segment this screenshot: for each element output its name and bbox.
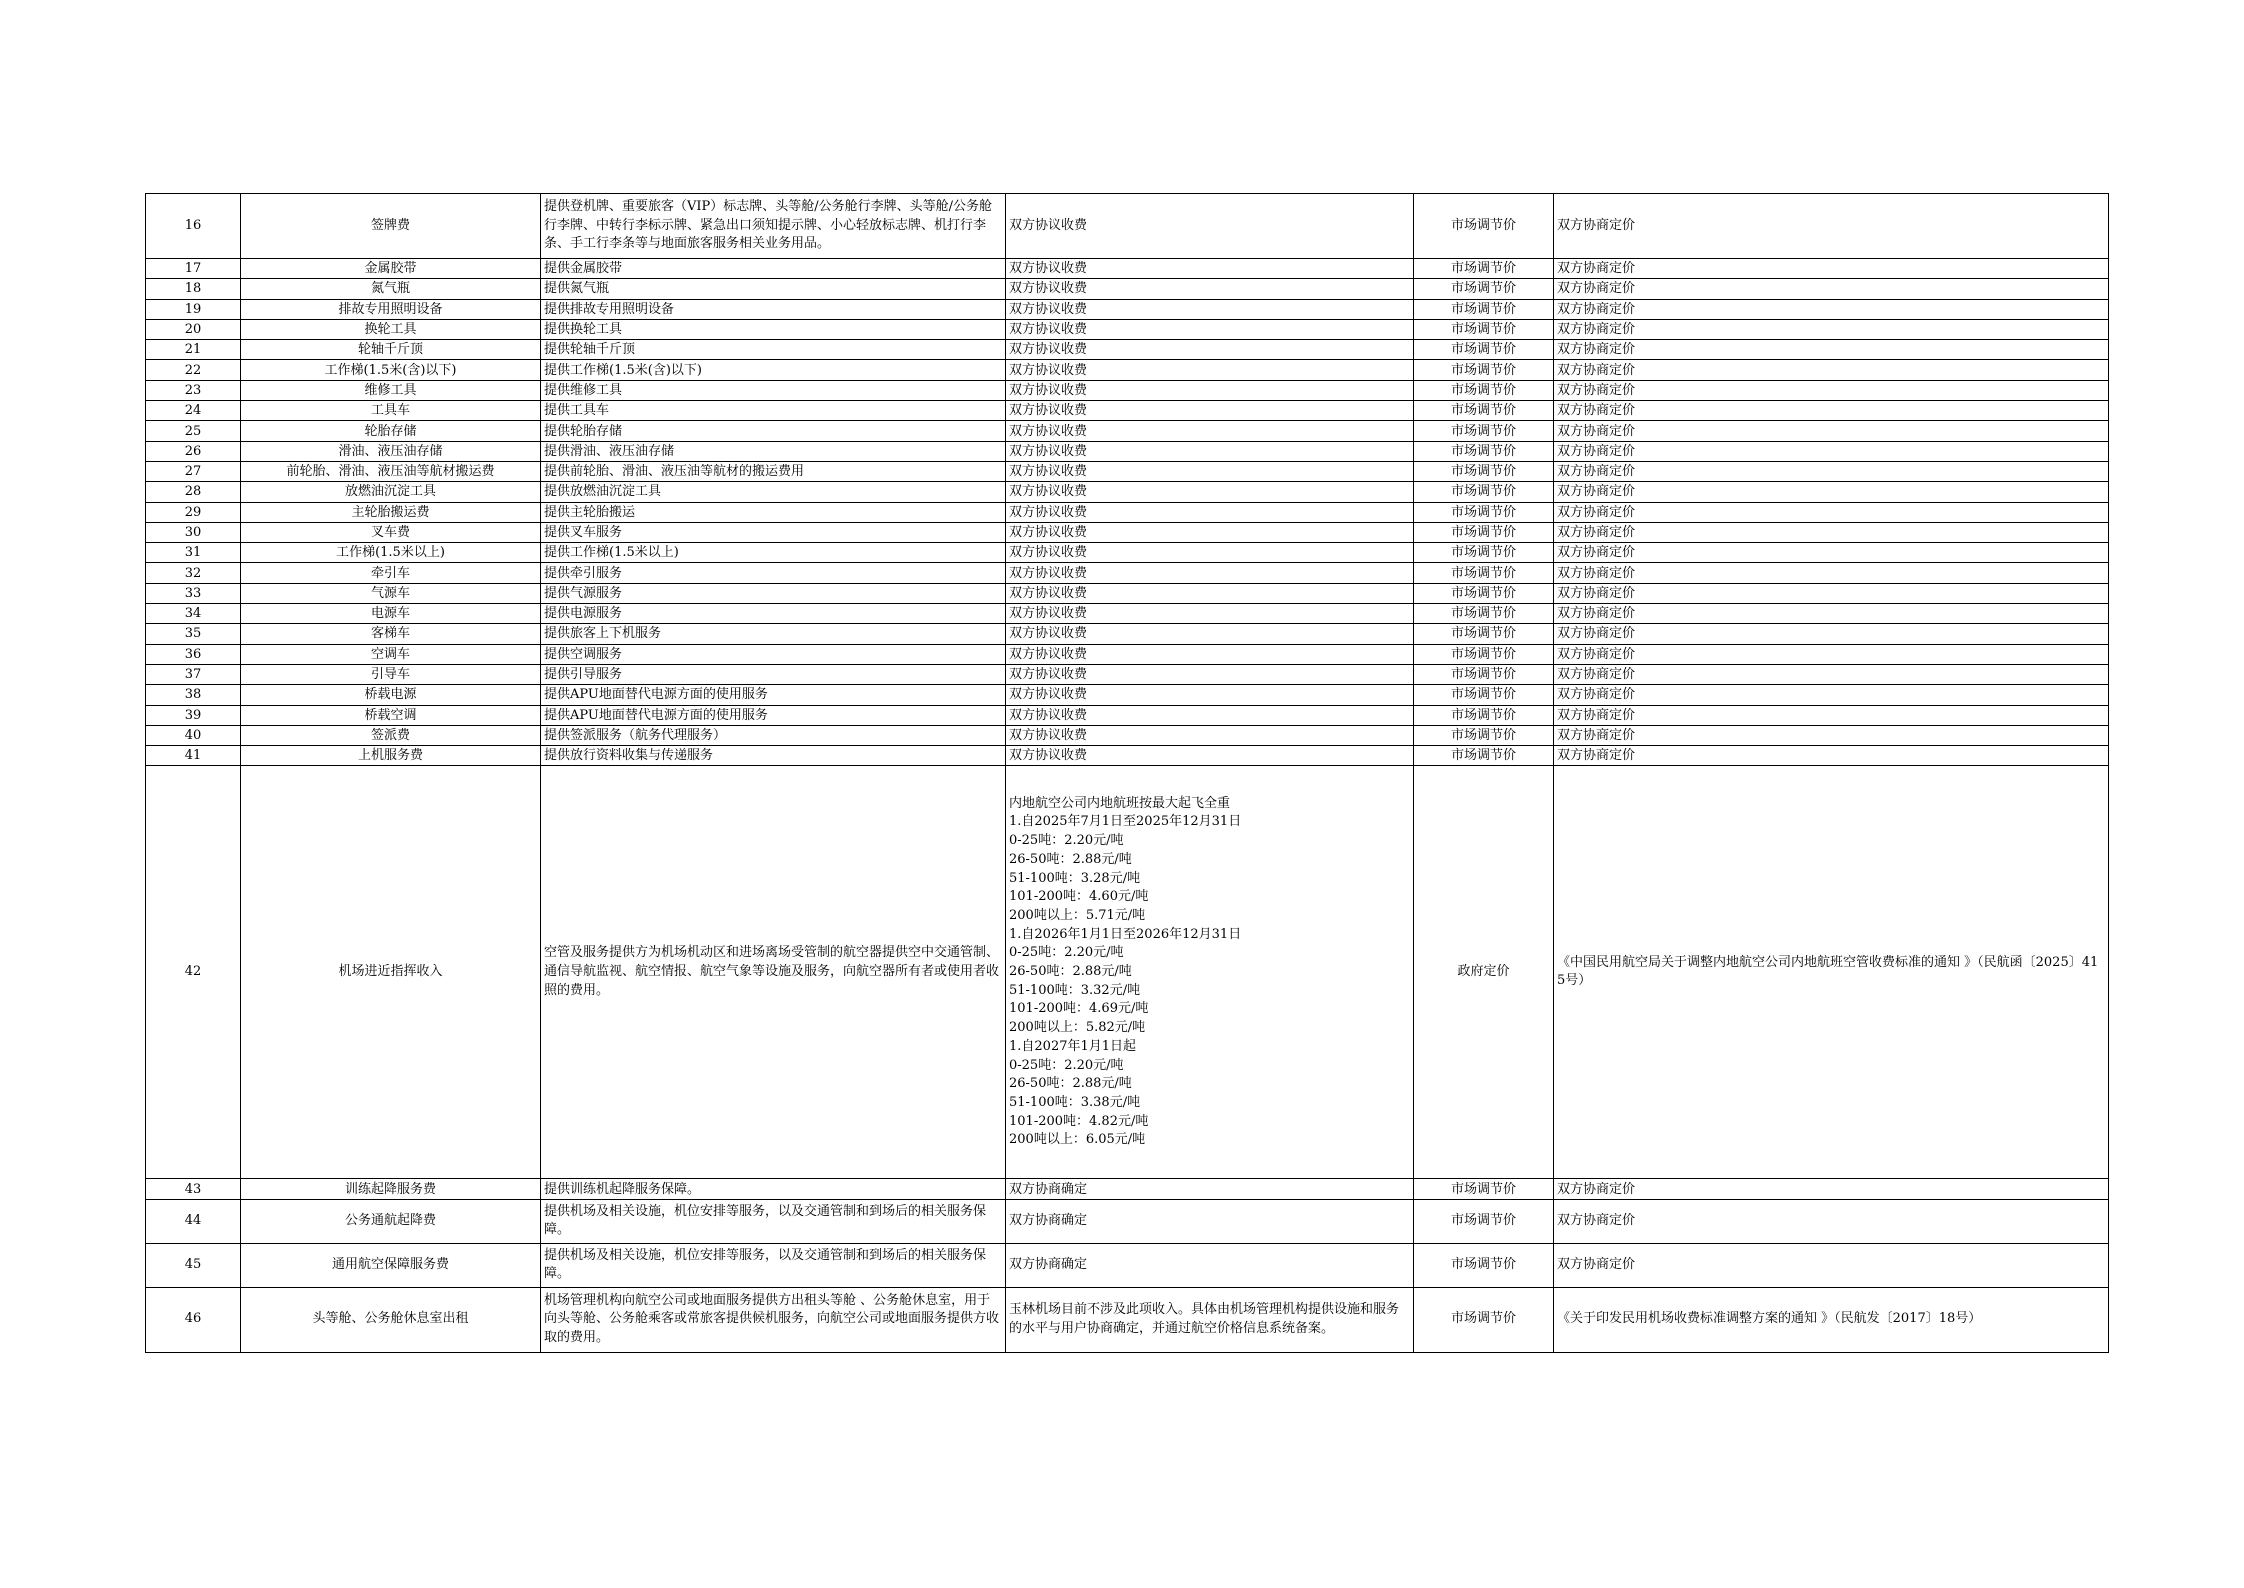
fee-standard-line: 200吨以上：5.82元/吨 <box>1009 1020 1146 1036</box>
service-description: 提供叉车服务 <box>541 522 1006 542</box>
fee-item-name: 工作梯(1.5米(含)以下) <box>241 360 541 380</box>
table-row <box>146 522 2109 542</box>
service-description: 提供主轮胎搬运 <box>541 502 1006 522</box>
pricing-basis: 双方协商定价 <box>1554 461 2109 481</box>
pricing-basis: 双方协商定价 <box>1554 644 2109 664</box>
fee-item-name: 前轮胎、滑油、液压油等航材搬运费 <box>241 461 541 481</box>
fee-standard: 双方协议收费 <box>1006 624 1414 644</box>
service-description: 提供电源服务 <box>541 604 1006 624</box>
fee-item-name: 排故专用照明设备 <box>241 299 541 319</box>
row-number: 27 <box>146 461 241 481</box>
fee-standard: 双方协议收费 <box>1006 502 1414 522</box>
service-description: 空管及服务提供方为机场机动区和进场离场受管制的航空器提供空中交通管制、通信导航监视、航空情报、航空气象等设施及服务，向航空器所有者或使用者收照的费用。 <box>541 766 1006 1179</box>
pricing-type: 市场调节价 <box>1414 522 1554 542</box>
fee-item-name: 主轮胎搬运费 <box>241 502 541 522</box>
table-row <box>146 664 2109 684</box>
fee-standard: 双方协议收费 <box>1006 644 1414 664</box>
pricing-type: 市场调节价 <box>1414 705 1554 725</box>
service-description: 提供机场及相关设施，机位安排等服务，以及交通管制和到场后的相关服务保障。 <box>541 1243 1006 1287</box>
fee-item-name: 客梯车 <box>241 624 541 644</box>
service-description: 提供空调服务 <box>541 644 1006 664</box>
pricing-type: 市场调节价 <box>1414 360 1554 380</box>
service-description: 提供滑油、液压油存储 <box>541 441 1006 461</box>
fee-standard-line: 200吨以上：5.71元/吨 <box>1009 907 1146 923</box>
fee-item-name: 空调车 <box>241 644 541 664</box>
fee-standard: 双方协议收费 <box>1006 401 1414 421</box>
service-description: 提供换轮工具 <box>541 319 1006 339</box>
fee-item-name: 放燃油沉淀工具 <box>241 482 541 502</box>
row-number: 42 <box>146 766 241 1179</box>
row-number: 22 <box>146 360 241 380</box>
row-number: 28 <box>146 482 241 502</box>
fee-item-name: 训练起降服务费 <box>241 1179 541 1199</box>
fee-standard: 双方协议收费 <box>1006 441 1414 461</box>
fee-item-name: 轮胎存储 <box>241 421 541 441</box>
pricing-basis: 双方协商定价 <box>1554 1243 2109 1287</box>
pricing-type: 市场调节价 <box>1414 685 1554 705</box>
row-number: 37 <box>146 664 241 684</box>
pricing-type: 市场调节价 <box>1414 1243 1554 1287</box>
table-row <box>146 340 2109 360</box>
table-body <box>146 194 2109 1353</box>
service-description: 提供轮轴千斤顶 <box>541 340 1006 360</box>
fee-item-name: 维修工具 <box>241 380 541 400</box>
fee-standard: 双方协议收费 <box>1006 583 1414 603</box>
service-description: 机场管理机构向航空公司或地面服务提供方出租头等舱 、公务舱休息室，用于向头等舱、公务舱乘客或常旅客提供候机服务，向航空公司或地面服务提供方收取的费用。 <box>541 1287 1006 1352</box>
row-number: 39 <box>146 705 241 725</box>
table-row <box>146 705 2109 725</box>
fee-standard: 双方协议收费 <box>1006 380 1414 400</box>
pricing-type: 市场调节价 <box>1414 543 1554 563</box>
pricing-type: 政府定价 <box>1414 766 1554 1179</box>
service-description: 提供氮气瓶 <box>541 279 1006 299</box>
pricing-basis: 双方协商定价 <box>1554 299 2109 319</box>
table-row <box>146 1199 2109 1243</box>
pricing-type: 市场调节价 <box>1414 319 1554 339</box>
row-number: 38 <box>146 685 241 705</box>
service-description: 提供工作梯(1.5米以上) <box>541 543 1006 563</box>
pricing-basis: 双方协商定价 <box>1554 664 2109 684</box>
row-number: 36 <box>146 644 241 664</box>
table-row <box>146 1287 2109 1352</box>
fee-item-name: 签牌费 <box>241 194 541 259</box>
fee-item-name: 工作梯(1.5米以上) <box>241 543 541 563</box>
table-row <box>146 604 2109 624</box>
row-number: 24 <box>146 401 241 421</box>
pricing-type: 市场调节价 <box>1414 1199 1554 1243</box>
row-number: 30 <box>146 522 241 542</box>
pricing-basis: 《关于印发民用机场收费标准调整方案的通知 》（民航发〔2017〕18号） <box>1554 1287 2109 1352</box>
pricing-type: 市场调节价 <box>1414 194 1554 259</box>
pricing-basis: 双方协商定价 <box>1554 725 2109 745</box>
table-row <box>146 360 2109 380</box>
table-row <box>146 259 2109 279</box>
fee-standard: 双方协议收费 <box>1006 461 1414 481</box>
fee-standard-line: 1.自2025年7月1日至2025年12月31日 <box>1009 814 1242 830</box>
fee-item-name: 公务通航起降费 <box>241 1199 541 1243</box>
fee-item-name: 气源车 <box>241 583 541 603</box>
pricing-type: 市场调节价 <box>1414 664 1554 684</box>
row-number: 25 <box>146 421 241 441</box>
pricing-type: 市场调节价 <box>1414 644 1554 664</box>
fee-standard-line: 26-50吨：2.88元/吨 <box>1009 964 1132 980</box>
pricing-basis: 双方协商定价 <box>1554 319 2109 339</box>
row-number: 34 <box>146 604 241 624</box>
fee-standard: 双方协议收费 <box>1006 194 1414 259</box>
service-description: 提供排故专用照明设备 <box>541 299 1006 319</box>
row-number: 44 <box>146 1199 241 1243</box>
service-description: 提供维修工具 <box>541 380 1006 400</box>
pricing-type: 市场调节价 <box>1414 725 1554 745</box>
fee-standard: 双方协商确定 <box>1006 1199 1414 1243</box>
pricing-basis: 双方协商定价 <box>1554 340 2109 360</box>
table-row <box>146 543 2109 563</box>
fee-standard: 双方协议收费 <box>1006 705 1414 725</box>
service-description: 提供工作梯(1.5米(含)以下) <box>541 360 1006 380</box>
pricing-type: 市场调节价 <box>1414 746 1554 766</box>
pricing-basis: 双方协商定价 <box>1554 502 2109 522</box>
fee-item-name: 金属胶带 <box>241 259 541 279</box>
fee-schedule-table <box>145 193 2109 1353</box>
fee-standard-line: 101-200吨：4.82元/吨 <box>1009 1113 1149 1129</box>
row-number: 45 <box>146 1243 241 1287</box>
table-row <box>146 380 2109 400</box>
pricing-basis: 双方协商定价 <box>1554 1199 2109 1243</box>
fee-standard-line: 1.自2026年1月1日至2026年12月31日 <box>1009 926 1242 942</box>
table-row <box>146 319 2109 339</box>
pricing-type: 市场调节价 <box>1414 1179 1554 1199</box>
fee-standard: 双方协议收费 <box>1006 421 1414 441</box>
row-number: 21 <box>146 340 241 360</box>
row-number: 46 <box>146 1287 241 1352</box>
pricing-type: 市场调节价 <box>1414 583 1554 603</box>
fee-standard <box>1006 766 1414 1179</box>
row-number: 20 <box>146 319 241 339</box>
row-number: 16 <box>146 194 241 259</box>
service-description: 提供签派服务（航务代理服务） <box>541 725 1006 745</box>
fee-item-name: 桥载电源 <box>241 685 541 705</box>
fee-item-name: 头等舱、公务舱休息室出租 <box>241 1287 541 1352</box>
fee-standard-line: 0-25吨：2.20元/吨 <box>1009 1057 1124 1073</box>
row-number: 41 <box>146 746 241 766</box>
table-row <box>146 299 2109 319</box>
pricing-type: 市场调节价 <box>1414 401 1554 421</box>
service-description: 提供旅客上下机服务 <box>541 624 1006 644</box>
fee-standard: 双方协议收费 <box>1006 340 1414 360</box>
table-row <box>146 725 2109 745</box>
service-description: 提供前轮胎、滑油、液压油等航材的搬运费用 <box>541 461 1006 481</box>
table-row <box>146 401 2109 421</box>
table-row <box>146 502 2109 522</box>
table-row <box>146 766 2109 1179</box>
service-description: 提供APU地面替代电源方面的使用服务 <box>541 705 1006 725</box>
pricing-basis: 双方协商定价 <box>1554 543 2109 563</box>
fee-item-name: 桥载空调 <box>241 705 541 725</box>
fee-standard-line: 101-200吨：4.69元/吨 <box>1009 1001 1149 1017</box>
table-row <box>146 461 2109 481</box>
row-number: 18 <box>146 279 241 299</box>
fee-item-name: 牵引车 <box>241 563 541 583</box>
table-row <box>146 746 2109 766</box>
fee-standard: 双方协议收费 <box>1006 685 1414 705</box>
table-row <box>146 644 2109 664</box>
fee-item-name: 滑油、液压油存储 <box>241 441 541 461</box>
row-number: 32 <box>146 563 241 583</box>
pricing-basis: 双方协商定价 <box>1554 583 2109 603</box>
pricing-type: 市场调节价 <box>1414 259 1554 279</box>
pricing-type: 市场调节价 <box>1414 461 1554 481</box>
table-row <box>146 421 2109 441</box>
pricing-basis: 双方协商定价 <box>1554 194 2109 259</box>
row-number: 19 <box>146 299 241 319</box>
fee-item-name: 引导车 <box>241 664 541 684</box>
pricing-basis: 双方协商定价 <box>1554 746 2109 766</box>
row-number: 43 <box>146 1179 241 1199</box>
fee-standard: 双方协议收费 <box>1006 543 1414 563</box>
pricing-basis: 双方协商定价 <box>1554 441 2109 461</box>
pricing-basis: 双方协商定价 <box>1554 360 2109 380</box>
row-number: 26 <box>146 441 241 461</box>
row-number: 29 <box>146 502 241 522</box>
fee-standard: 双方协议收费 <box>1006 522 1414 542</box>
pricing-type: 市场调节价 <box>1414 340 1554 360</box>
pricing-type: 市场调节价 <box>1414 441 1554 461</box>
fee-standard: 双方协议收费 <box>1006 482 1414 502</box>
service-description: 提供气源服务 <box>541 583 1006 603</box>
fee-standard-line: 内地航空公司内地航班按最大起飞全重 <box>1009 795 1231 811</box>
fee-standard: 双方协议收费 <box>1006 319 1414 339</box>
table-row <box>146 194 2109 259</box>
pricing-type: 市场调节价 <box>1414 380 1554 400</box>
service-description: 提供金属胶带 <box>541 259 1006 279</box>
fee-item-name: 通用航空保障服务费 <box>241 1243 541 1287</box>
service-description: 提供放燃油沉淀工具 <box>541 482 1006 502</box>
fee-standard: 双方协议收费 <box>1006 664 1414 684</box>
pricing-basis: 双方协商定价 <box>1554 380 2109 400</box>
pricing-basis: 双方协商定价 <box>1554 604 2109 624</box>
pricing-basis: 双方协商定价 <box>1554 279 2109 299</box>
fee-standard-line: 26-50吨：2.88元/吨 <box>1009 1076 1132 1092</box>
fee-standard: 双方协议收费 <box>1006 725 1414 745</box>
fee-item-name: 轮轴千斤顶 <box>241 340 541 360</box>
row-number: 40 <box>146 725 241 745</box>
fee-standard-line: 0-25吨：2.20元/吨 <box>1009 833 1124 849</box>
fee-standard: 双方协议收费 <box>1006 746 1414 766</box>
fee-standard: 双方协议收费 <box>1006 360 1414 380</box>
pricing-basis: 双方协商定价 <box>1554 482 2109 502</box>
row-number: 23 <box>146 380 241 400</box>
pricing-basis: 双方协商定价 <box>1554 1179 2109 1199</box>
table-row <box>146 441 2109 461</box>
table-row <box>146 482 2109 502</box>
fee-standard: 双方协议收费 <box>1006 259 1414 279</box>
service-description: 提供训练机起降服务保障。 <box>541 1179 1006 1199</box>
fee-standard: 双方协商确定 <box>1006 1243 1414 1287</box>
row-number: 35 <box>146 624 241 644</box>
fee-item-name: 电源车 <box>241 604 541 624</box>
pricing-type: 市场调节价 <box>1414 604 1554 624</box>
service-description: 提供机场及相关设施，机位安排等服务，以及交通管制和到场后的相关服务保障。 <box>541 1199 1006 1243</box>
pricing-type: 市场调节价 <box>1414 482 1554 502</box>
pricing-basis: 双方协商定价 <box>1554 522 2109 542</box>
pricing-type: 市场调节价 <box>1414 421 1554 441</box>
table-row <box>146 1243 2109 1287</box>
table-row <box>146 563 2109 583</box>
pricing-basis: 双方协商定价 <box>1554 259 2109 279</box>
service-description: 提供工具车 <box>541 401 1006 421</box>
service-description: 提供登机牌、重要旅客（VIP）标志牌、头等舱/公务舱行李牌、头等舱/公务舱行李牌、中转行李标示牌、紧急出口须知提示牌、小心轻放标志牌、机打行李条、手工行李条等与地面旅客服务相关业务用品。 <box>541 194 1006 259</box>
fee-standard: 双方协议收费 <box>1006 299 1414 319</box>
pricing-basis: 双方协商定价 <box>1554 624 2109 644</box>
row-number: 33 <box>146 583 241 603</box>
fee-item-name: 换轮工具 <box>241 319 541 339</box>
fee-standard: 双方协商确定 <box>1006 1179 1414 1199</box>
table-row <box>146 279 2109 299</box>
fee-item-name: 工具车 <box>241 401 541 421</box>
row-number: 17 <box>146 259 241 279</box>
pricing-basis: 双方协商定价 <box>1554 563 2109 583</box>
fee-standard-line: 26-50吨：2.88元/吨 <box>1009 851 1132 867</box>
pricing-type: 市场调节价 <box>1414 563 1554 583</box>
fee-standard: 双方协议收费 <box>1006 604 1414 624</box>
pricing-type: 市场调节价 <box>1414 279 1554 299</box>
pricing-basis: 双方协商定价 <box>1554 421 2109 441</box>
fee-standard: 玉林机场目前不涉及此项收入。具体由机场管理机构提供设施和服务的水平与用户协商确定，并通过航空价格信息系统备案。 <box>1006 1287 1414 1352</box>
fee-item-name: 上机服务费 <box>241 746 541 766</box>
pricing-type: 市场调节价 <box>1414 1287 1554 1352</box>
fee-standard-line: 51-100吨：3.38元/吨 <box>1009 1094 1141 1110</box>
pricing-type: 市场调节价 <box>1414 502 1554 522</box>
table-row <box>146 1179 2109 1199</box>
service-description: 提供放行资料收集与传递服务 <box>541 746 1006 766</box>
fee-item-name: 机场进近指挥收入 <box>241 766 541 1179</box>
fee-item-name: 签派费 <box>241 725 541 745</box>
table-row <box>146 685 2109 705</box>
pricing-type: 市场调节价 <box>1414 299 1554 319</box>
table-row <box>146 624 2109 644</box>
table-row <box>146 583 2109 603</box>
service-description: 提供引导服务 <box>541 664 1006 684</box>
service-description: 提供APU地面替代电源方面的使用服务 <box>541 685 1006 705</box>
fee-item-name: 叉车费 <box>241 522 541 542</box>
pricing-type: 市场调节价 <box>1414 624 1554 644</box>
fee-standard: 双方协议收费 <box>1006 279 1414 299</box>
pricing-basis: 《中国民用航空局关于调整内地航空公司内地航班空管收费标准的通知 》（民航函〔2025〕415号） <box>1554 766 2109 1179</box>
pricing-basis: 双方协商定价 <box>1554 401 2109 421</box>
fee-standard: 双方协议收费 <box>1006 563 1414 583</box>
row-number: 31 <box>146 543 241 563</box>
fee-standard-line: 1.自2027年1月1日起 <box>1009 1038 1137 1054</box>
fee-standard-line: 51-100吨：3.32元/吨 <box>1009 982 1141 998</box>
fee-standard-line: 101-200吨：4.60元/吨 <box>1009 889 1149 905</box>
fee-standard-line: 51-100吨：3.28元/吨 <box>1009 870 1141 886</box>
pricing-basis: 双方协商定价 <box>1554 705 2109 725</box>
service-description: 提供轮胎存储 <box>541 421 1006 441</box>
pricing-basis: 双方协商定价 <box>1554 685 2109 705</box>
service-description: 提供牵引服务 <box>541 563 1006 583</box>
fee-item-name: 氮气瓶 <box>241 279 541 299</box>
fee-standard-line: 200吨以上：6.05元/吨 <box>1009 1132 1146 1148</box>
fee-standard-line: 0-25吨：2.20元/吨 <box>1009 945 1124 961</box>
